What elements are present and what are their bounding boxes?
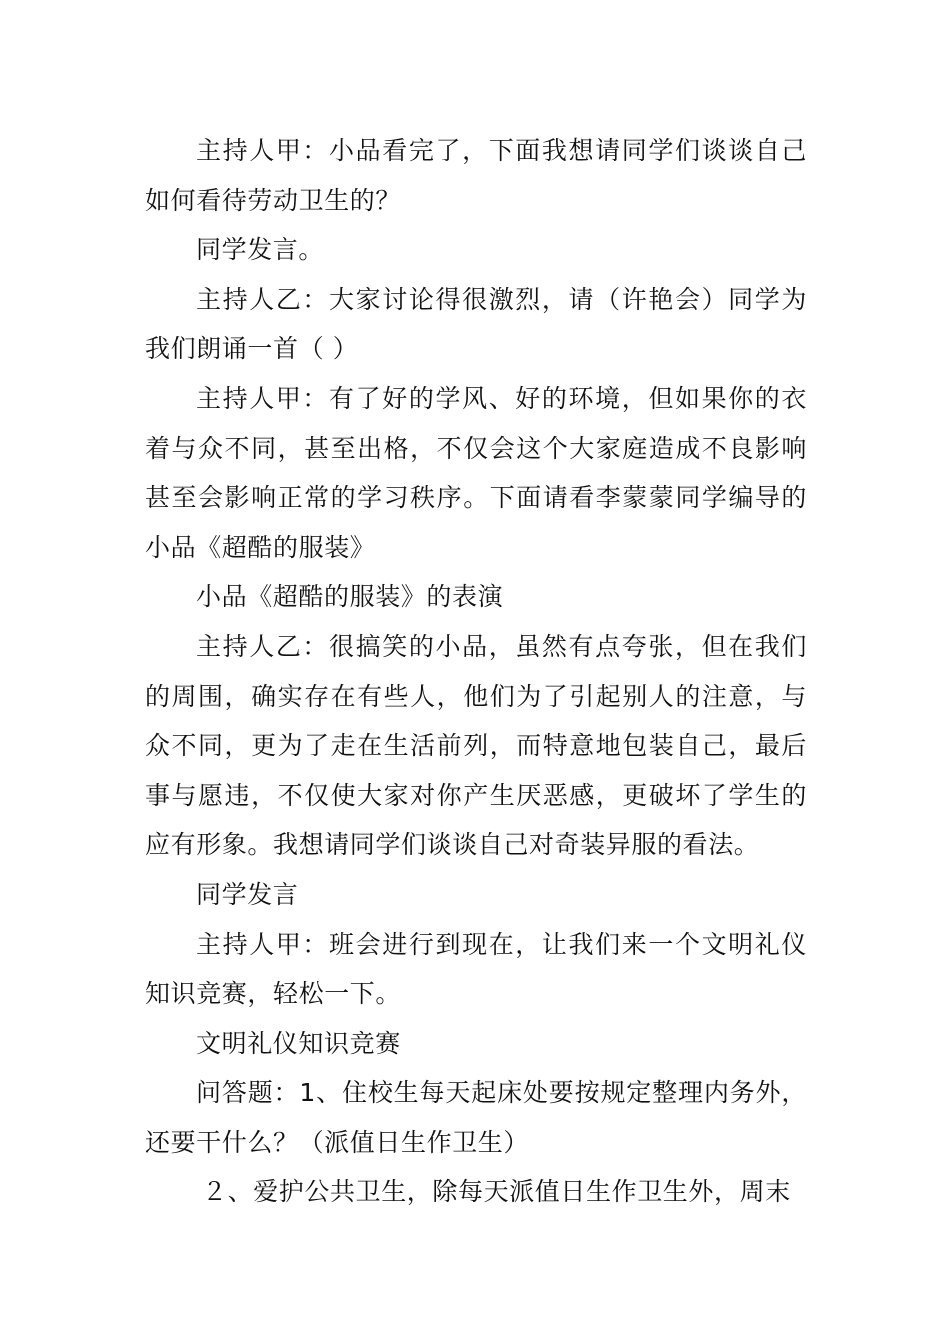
paragraph-student-speech-2: 同学发言 xyxy=(196,879,299,909)
paragraph-host-b-comment: 主持人乙：很搞笑的小品，虽然有点夸张，但在我们的周围，确实存在有些人，他们为了引起别人的注意，与众不同，更为了走在生活前列，而特意地包装自己，最后事与愿违，不仅使大家对你产生厌恶感，更破坏了学生的应有形象。我想请同学们谈谈自己对奇装异服的看法。 xyxy=(145,631,807,860)
paragraph-host-a-attire: 主持人甲：有了好的学风、好的环境，但如果你的衣着与众不同，甚至出格，不仅会这个大家庭造成不良影响甚至会影响正常的学习秩序。下面请看李蒙蒙同学编导的小品《超酷的服装》 xyxy=(145,383,807,562)
paragraph-question-1: 问答题：1、住校生每天起床处要按规定整理内务外，还要干什么？（派值日生作卫生） xyxy=(145,1078,807,1157)
paragraph-question-2: ２、爱护公共卫生，除每天派值日生作卫生外，周末 xyxy=(202,1177,791,1207)
paragraph-host-a-discussion: 主持人甲：小品看完了，下面我想请同学们谈谈自己如何看待劳动卫生的？ xyxy=(145,136,807,215)
paragraph-student-speech: 同学发言。 xyxy=(196,235,325,265)
paragraph-host-a-quiz-intro: 主持人甲：班会进行到现在，让我们来一个文明礼仪知识竞赛，轻松一下。 xyxy=(145,929,807,1009)
paragraph-skit-performance: 小品《超酷的服装》的表演 xyxy=(196,582,504,612)
paragraph-host-b-recitation: 主持人乙：大家讨论得很激烈，请（许艳会）同学为我们朗诵一首（ ） xyxy=(145,284,807,364)
body-text xyxy=(145,126,807,1217)
paragraph-quiz-title: 文明礼仪知识竞赛 xyxy=(196,1028,401,1058)
